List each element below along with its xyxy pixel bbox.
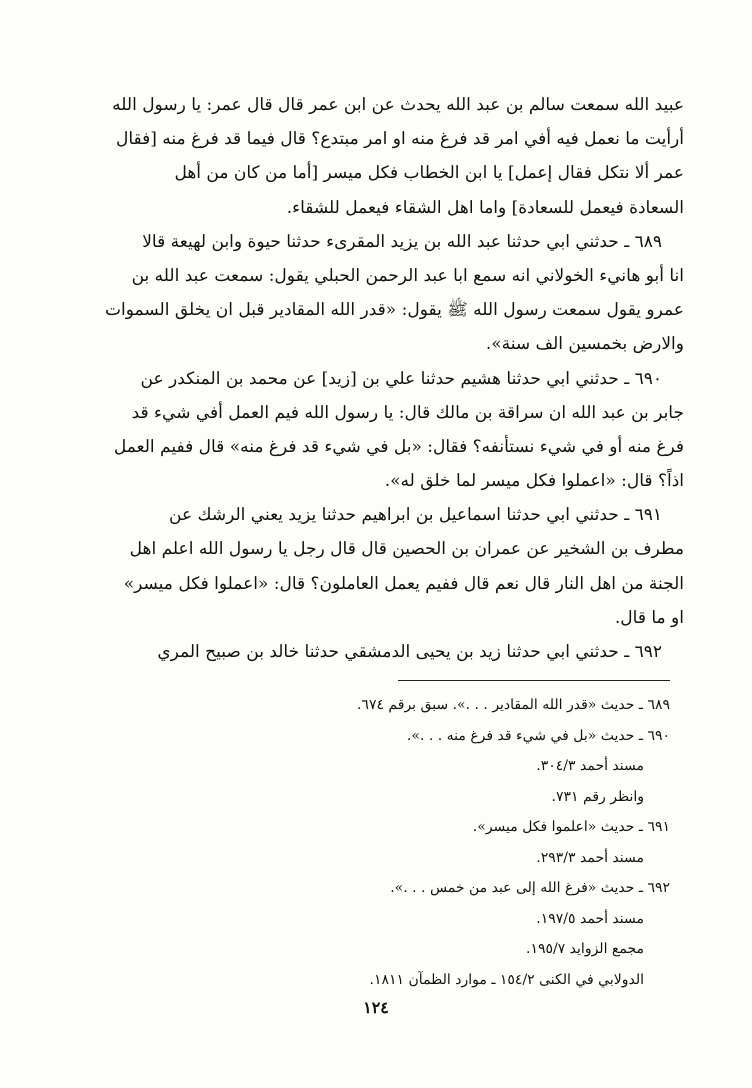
- text-line-hadith-690: ٦٩٠ ـ حدثني ابي حدثنا هشيم حدثنا علي بن [زيد] عن محمد بن المنكدر عن: [140, 368, 662, 389]
- footnote-line: ٦٩٠ ـ حديث «بل في شيء قد فرغ منه . . .».: [406, 727, 670, 744]
- footnote-line: ٦٩١ ـ حديث «اعلموا فكل ميسر».: [472, 819, 670, 835]
- footnote-line: مسند أحمد ٢٩٣/٣.: [536, 849, 644, 866]
- footnotes-block: [240, 690, 670, 995]
- text-line: اذاً؟ قال: «اعملوا فكل ميسر لما خلق له».: [384, 471, 684, 492]
- footnote-divider: [398, 680, 670, 681]
- text-line: عمرو يقول سمعت رسول الله ﷺ يقول: «قدر الله المقادير قبل ان يخلق السموات: [105, 300, 684, 321]
- text-line: انا أبو هانيء الخولاني انه سمع ابا عبد الرحمن الحبلي يقول: سمعت عبد الله بن: [131, 265, 684, 286]
- footnote-line: مسند أحمد ٣٠٤/٣.: [536, 758, 644, 774]
- text-line: جابر بن عبد الله ان سراقة بن مالك قال: يا رسول الله فيم العمل أفي شيء قد: [131, 402, 684, 423]
- main-text-block: [78, 88, 684, 669]
- text-line: او ما قال.: [614, 607, 684, 628]
- footnote-line: الدولابي في الكنى ١٥٤/٢ ـ موارد الظمآن ١٨١١.: [369, 971, 644, 988]
- text-line: فرغ منه أو في شيء نستأنفه؟ فقال: «بل في شيء قد فرغ منه» قال ففيم العمل: [113, 436, 684, 457]
- text-line-hadith-691: ٦٩١ ـ حدثني ابي حدثنا اسماعيل بن ابراهيم حدثنا يزيد يعني الرشك عن: [169, 505, 662, 526]
- text-line: الجنة من اهل النار قال نعم قال ففيم يعمل العاملون؟ قال: «اعملوا فكل ميسر»: [123, 573, 684, 594]
- text-line-hadith-692: ٦٩٢ ـ حدثني ابي حدثنا زيد بن يحيى الدمشقي حدثنا خالد بن صبيح المري: [157, 642, 662, 662]
- text-line: عبيد الله سمعت سالم بن عبد الله يحدث عن ابن عمر قال قال عمر: يا رسول الله: [112, 95, 684, 115]
- footnote-line: مجمع الزوايد ١٩٥/٧.: [525, 941, 644, 957]
- page-number: ١٢٤: [363, 998, 389, 1017]
- footnote-line: ٦٨٩ ـ حديث «قدر الله المقادير . . .». سبق برقم ٦٧٤.: [356, 697, 670, 713]
- text-line: عمر ألا نتكل فقال إعمل] يا ابن الخطاب فكل ميسر [أما من كان من أهل: [174, 163, 684, 184]
- footnote-line: وانظر رقم ٧٣١.: [551, 788, 644, 805]
- text-line: والارض بخمسين الف سنة».: [485, 334, 684, 355]
- text-line-hadith-689: ٦٨٩ ـ حدثني ابي حدثنا عبد الله بن يزيد المقرىء حدثنا حيوة وابن لهيعة قالا: [142, 231, 662, 252]
- text-line: السعادة فيعمل للسعادة] واما اهل الشقاء فيعمل للشقاء.: [286, 197, 684, 218]
- footnote-line: ٦٩٢ ـ حديث «فرغ الله إلى عبد من خمس . . .».: [390, 880, 670, 896]
- text-line: مطرف بن الشخير عن عمران بن الحصين قال قال رجل يا رسول الله اعلم اهل: [129, 539, 684, 560]
- text-line: أرأيت ما نعمل فيه أفي امر قد فرغ منه او امر مبتدع؟ قال فيما قد فرغ منه [فقال: [116, 129, 684, 150]
- footnote-line: مسند أحمد ١٩٧/٥.: [536, 910, 644, 927]
